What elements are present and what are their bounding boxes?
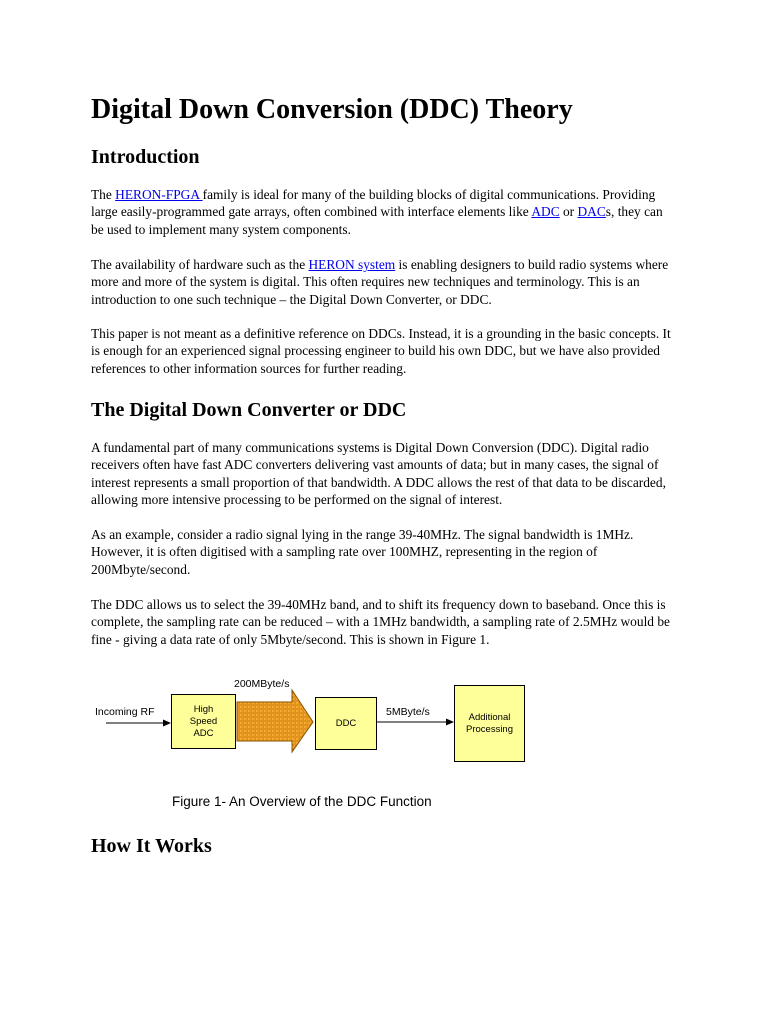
- high-rate-arrow: [237, 690, 313, 752]
- processing-line-1: Additional: [468, 711, 511, 723]
- intro-p2-text-1: The availability of hardware such as the: [91, 257, 309, 272]
- incoming-rf-arrowhead: [163, 720, 171, 727]
- adc-line-2: Speed: [189, 715, 218, 727]
- ddc-paragraph-2: As an example, consider a radio signal lying in the range 39-40MHz. The signal bandwidth is 1MHz. However, it is often digitised with a sampling rate over 100MHZ, representing in the region of 200Mbyte/second.: [91, 527, 634, 577]
- high-rate-label: 200MByte/s: [234, 678, 290, 690]
- heron-system-link[interactable]: HERON system: [308, 257, 396, 272]
- ddc-box-label: DDC: [335, 717, 357, 729]
- ddc-paragraph-1: A fundamental part of many communications systems is Digital Down Conversion (DDC). Digital radio receivers often have fast ADC converters delivering vast amounts of data; but in many cases, the signal of interest represents a small proportion of that bandwidth. A DDC allows the rest of that data to be discarded, allowing more intensive processing to be performed on the signal of interest.: [91, 440, 666, 507]
- adc-box-text: [190, 704, 217, 740]
- page-title: Digital Down Conversion (DDC) Theory: [91, 94, 573, 125]
- figure-caption: Figure 1- An Overview of the DDC Function: [172, 794, 432, 809]
- intro-p1-text-3: or: [559, 204, 578, 220]
- adc-line-3: ADC: [193, 727, 214, 739]
- heading-how-it-works: How It Works: [91, 835, 212, 857]
- processing-box-text: [466, 712, 513, 736]
- incoming-rf-label: Incoming RF: [95, 706, 155, 718]
- low-rate-arrowhead: [446, 719, 454, 726]
- intro-p1-text-4: s, they can be used to implement many system components.: [91, 204, 663, 237]
- intro-p2-text-2: is enabling designers to build radio systems where more and more of the system is digital. This often requires new techniques and terminology. This is an introduction to one such technique – the Digital Down Converter, or DDC.: [91, 257, 669, 307]
- low-rate-label: 5MByte/s: [386, 706, 430, 718]
- dac-link[interactable]: DAC: [577, 204, 606, 220]
- processing-line-2: Processing: [466, 723, 513, 735]
- ddc-box: [315, 697, 377, 750]
- adc-line-1: High: [193, 703, 214, 715]
- heron-fpga-link[interactable]: HERON-FPGA: [115, 187, 203, 202]
- intro-paragraph-3: This paper is not meant as a definitive reference on DDCs. Instead, it is a grounding in the basic concepts. It is enough for an experienced signal processing engineer to build his own DDC, but we have also provided references to other information sources for further reading.: [91, 326, 671, 376]
- ddc-paragraph-3: The DDC allows us to select the 39-40MHz band, and to shift its frequency down to baseband. Once this is complete, the sampling rate can be reduced – with a 1MHz bandwidth, a sampling rate of 2.5MHz would be fine - giving a data rate of only 5Mbyte/second. This is shown in Figure 1.: [91, 597, 670, 647]
- heading-ddc: The Digital Down Converter or DDC: [91, 399, 407, 421]
- adc-link[interactable]: ADC: [531, 204, 560, 220]
- adc-box: [171, 694, 236, 749]
- heading-introduction: Introduction: [91, 146, 200, 168]
- intro-p1-text-1: The: [91, 187, 116, 202]
- intro-p1-text-2: family is ideal for many of the building blocks of digital communications. Providing large easily-programmed gate arrays, often combined with interface elements like: [91, 187, 656, 220]
- processing-box: [454, 685, 525, 762]
